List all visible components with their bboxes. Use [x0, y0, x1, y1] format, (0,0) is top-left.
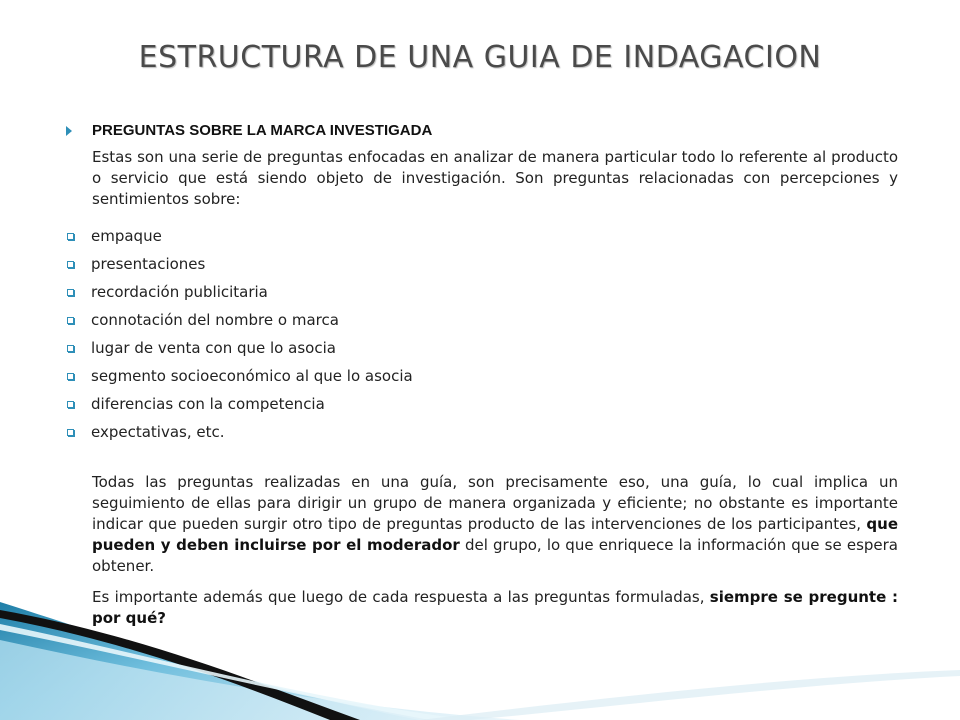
list-item-text: diferencias con la competencia — [91, 395, 325, 413]
list-item-text: connotación del nombre o marca — [91, 311, 339, 329]
list-item — [64, 222, 898, 250]
list-item-text: presentaciones — [91, 255, 206, 273]
section-heading-row — [64, 122, 898, 139]
list-item-text: expectativas, etc. — [91, 423, 225, 441]
list-item — [64, 334, 898, 362]
list-item-text: empaque — [91, 227, 162, 245]
final-bold-text: siempre se pregunte : por qué? — [92, 588, 898, 627]
list-item-text: segmento socioeconómico al que lo asocia — [91, 367, 413, 385]
list-item — [64, 250, 898, 278]
section-heading: PREGUNTAS SOBRE LA MARCA INVESTIGADA — [92, 122, 433, 139]
topics-list — [64, 222, 898, 446]
square-bullet-icon — [67, 401, 74, 408]
list-item-text: recordación publicitaria — [91, 283, 268, 301]
square-bullet-icon — [67, 289, 74, 296]
intro-paragraph: Estas son una serie de preguntas enfocadas en analizar de manera particular todo lo referente al producto o servicio que está siendo objeto de investigación. Son preguntas relacionadas con percepciones y sentimientos sobre: — [92, 148, 898, 208]
closing-paragraph — [92, 472, 898, 577]
final-text: Es importante además que luego de cada respuesta a las preguntas formuladas, — [92, 588, 710, 606]
list-item — [64, 306, 898, 334]
decorative-swoosh — [0, 580, 960, 720]
closing-end-text: del grupo, lo que enriquece la información que se espera obtener. — [92, 536, 898, 575]
square-bullet-icon — [67, 317, 74, 324]
list-item — [64, 390, 898, 418]
closing-text: Todas las preguntas realizadas en una guía, son precisamente eso, una guía, lo cual implica un seguimiento de ellas para dirigir un grupo de manera organizada y eficiente; no obstante es importante indicar que pueden surgir otro tipo de preguntas producto de las intervenciones de los participantes, — [92, 473, 898, 533]
square-bullet-icon — [67, 373, 74, 380]
list-item-text: lugar de venta con que lo asocia — [91, 339, 336, 357]
list-item — [64, 418, 898, 446]
slide-content — [64, 122, 898, 629]
list-item — [64, 278, 898, 306]
square-bullet-icon — [67, 261, 74, 268]
slide-title: ESTRUCTURA DE UNA GUIA DE INDAGACION — [138, 40, 822, 75]
triangle-bullet-icon — [66, 126, 72, 136]
square-bullet-icon — [67, 233, 74, 240]
square-bullet-icon — [67, 429, 74, 436]
square-bullet-icon — [67, 345, 74, 352]
list-item — [64, 362, 898, 390]
closing-bold-text: que pueden y deben incluirse por el moderador — [92, 515, 898, 554]
